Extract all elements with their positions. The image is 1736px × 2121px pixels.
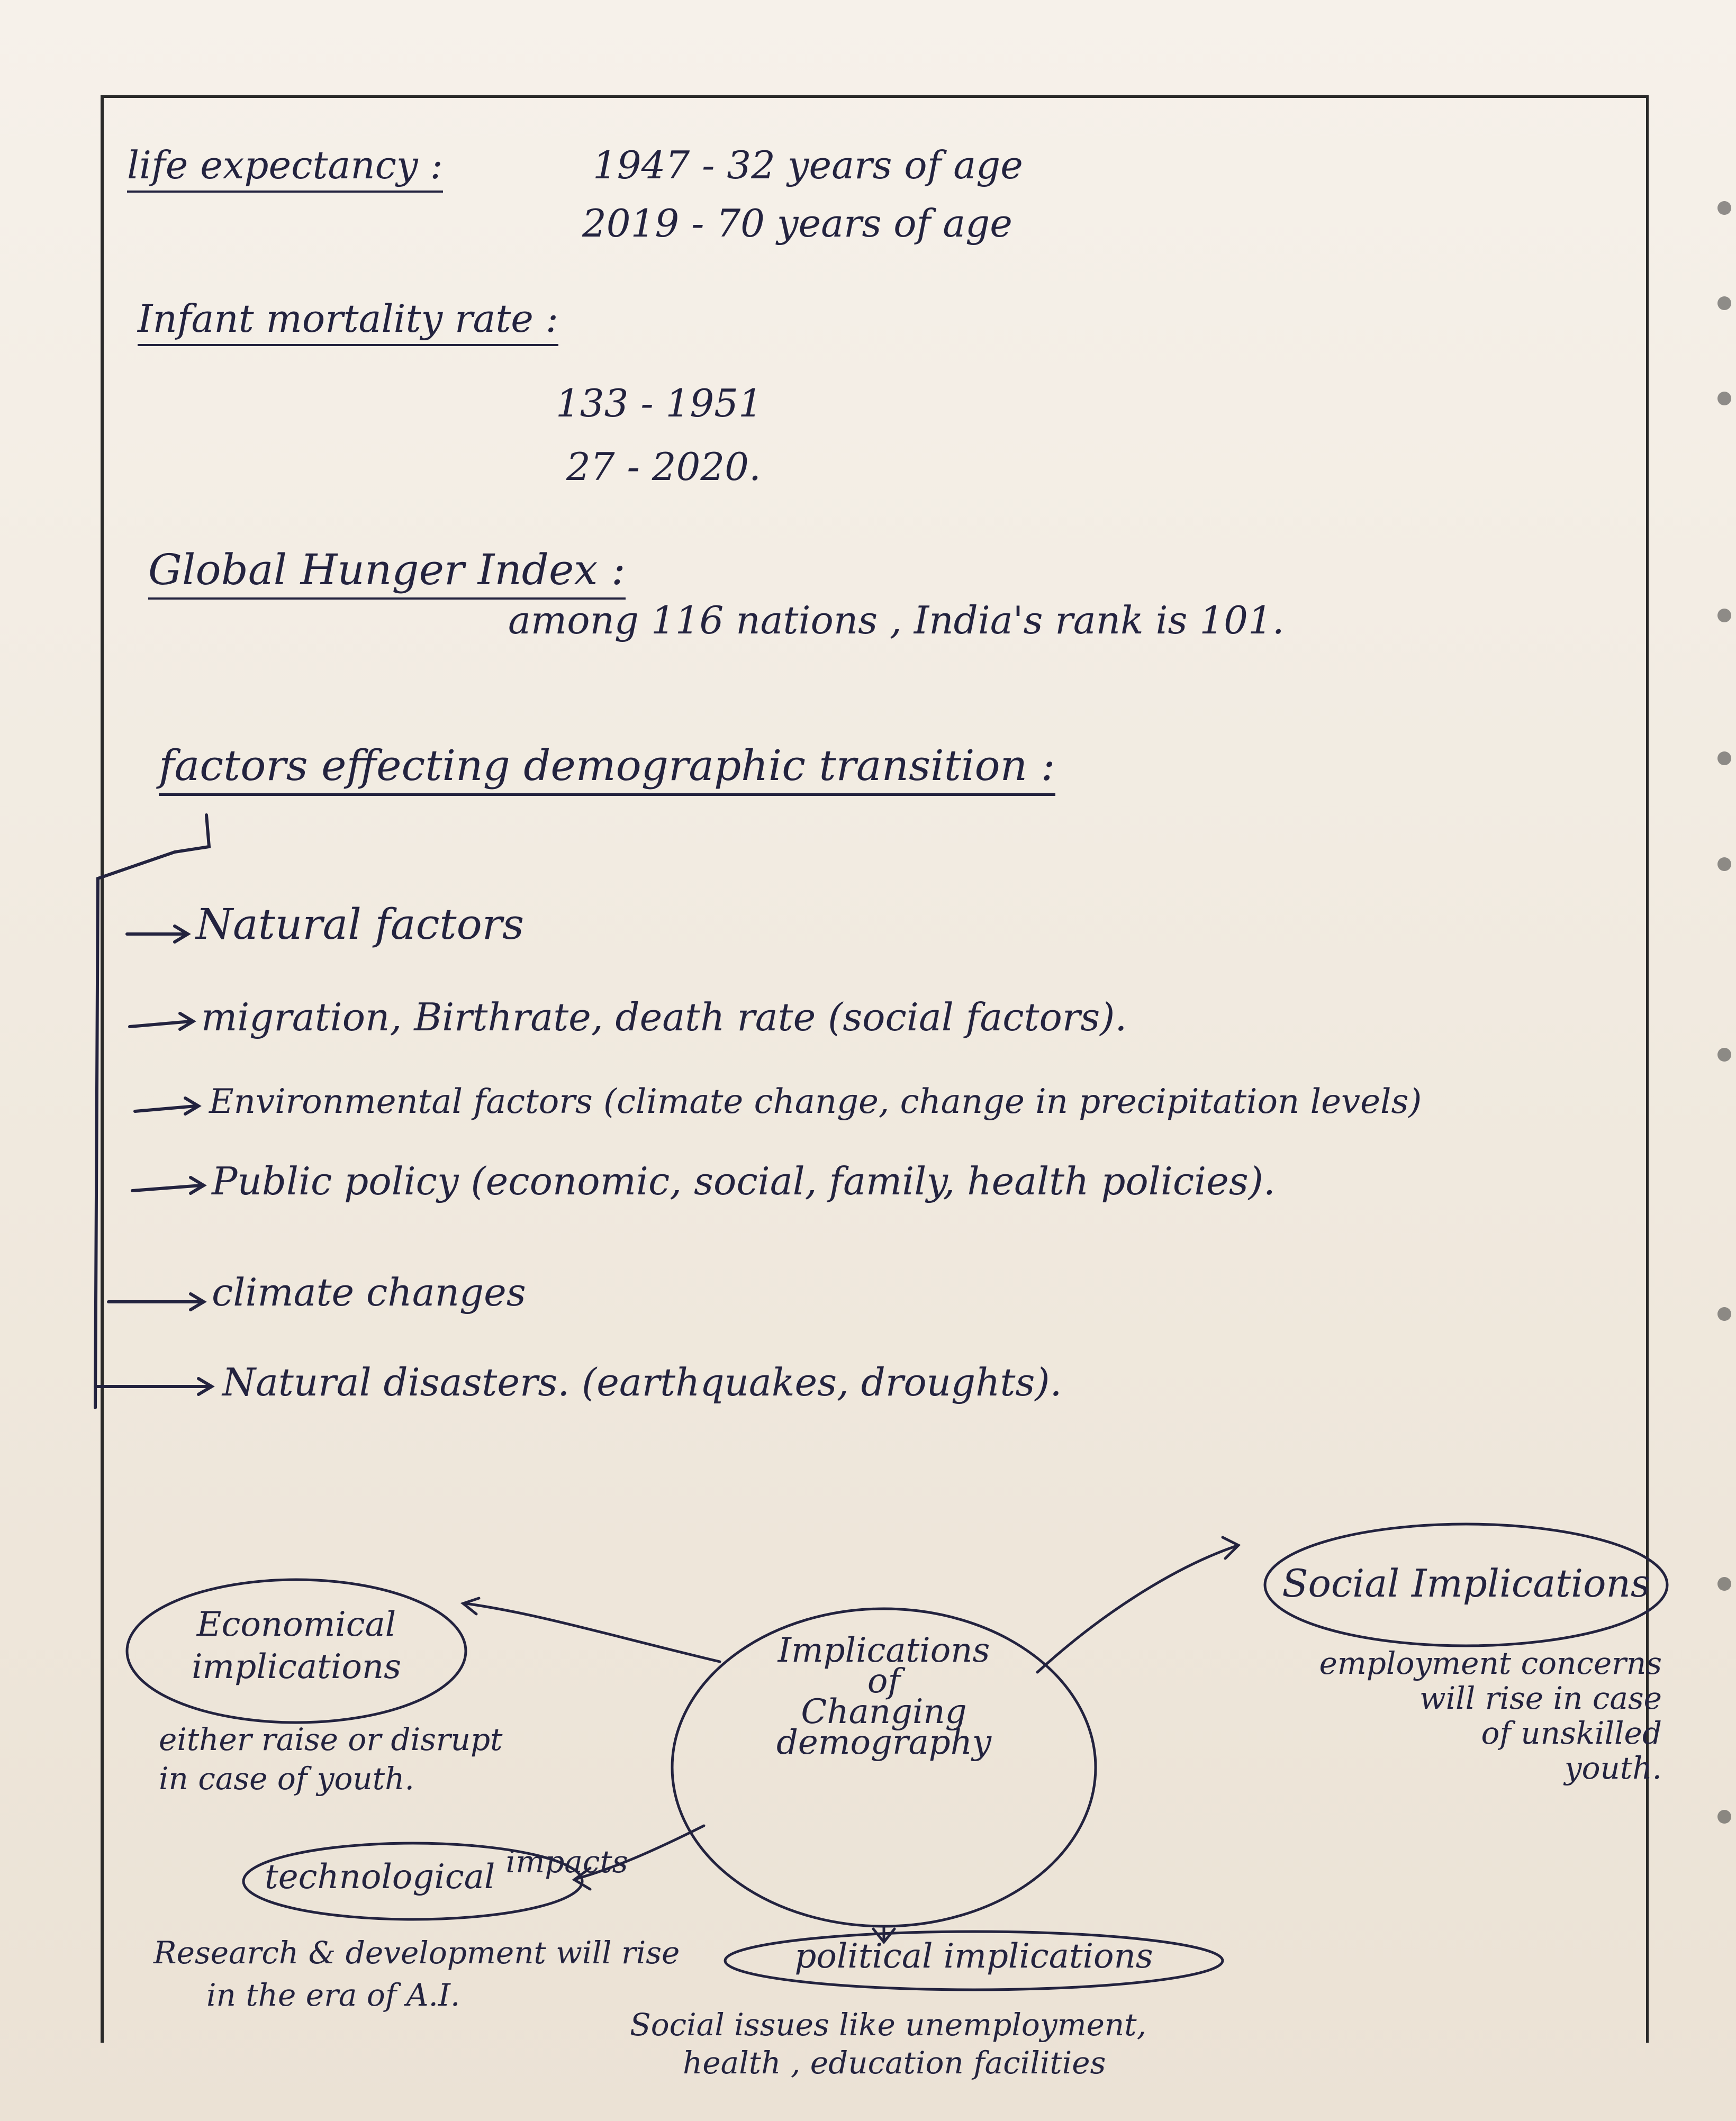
factor-item: climate changes: [212, 1270, 526, 1315]
life-expectancy-label: life expectancy :: [127, 143, 443, 187]
social-note: employment concerns will rise in case of unskilled youth.: [1319, 1645, 1662, 1786]
diagram-center-label: Implications of Changing demography: [776, 1631, 992, 1762]
technological-note: Research & development will rise in the era of A.I.: [153, 1935, 680, 2013]
factors-heading: factors effecting demographic transition :: [159, 741, 1055, 790]
factor-item: Environmental factors (climate change, change in precipitation levels): [209, 1082, 1422, 1121]
economic-implications-label: Economical implications: [192, 1605, 401, 1687]
life-expectancy-1947: 1947 - 32 years of age: [593, 143, 1023, 187]
hunger-index-statement: among 116 nations , India's rank is 101.: [508, 598, 1285, 642]
hunger-index-label: Global Hunger Index :: [148, 545, 626, 594]
political-note: Social issues like unemployment, health , education facilities: [630, 2007, 1147, 2081]
factor-item: Natural disasters. (earthquakes, droughts).: [222, 1360, 1062, 1404]
factor-item: Natural factors: [196, 900, 525, 949]
factor-item: migration, Birthrate, death rate (social factors).: [201, 995, 1127, 1039]
economic-note: either raise or disrupt in case of youth.: [159, 1721, 503, 1797]
infant-mortality-2020: 27 - 2020.: [566, 445, 761, 489]
political-implications-label: political implications: [794, 1937, 1153, 1976]
arrow-to-social: [1037, 1545, 1238, 1672]
infant-mortality-label: Infant mortality rate :: [138, 296, 558, 341]
arrow-to-economic: [466, 1603, 720, 1662]
life-expectancy-2019: 2019 - 70 years of age: [582, 201, 1012, 246]
factor-item: Public policy (economic, social, family, health policies).: [212, 1159, 1276, 1203]
social-implications-label: Social Implications: [1282, 1561, 1650, 1606]
infant-mortality-1951: 133 - 1951: [556, 381, 763, 425]
technological-impacts-label: technological impacts: [265, 1844, 628, 1897]
